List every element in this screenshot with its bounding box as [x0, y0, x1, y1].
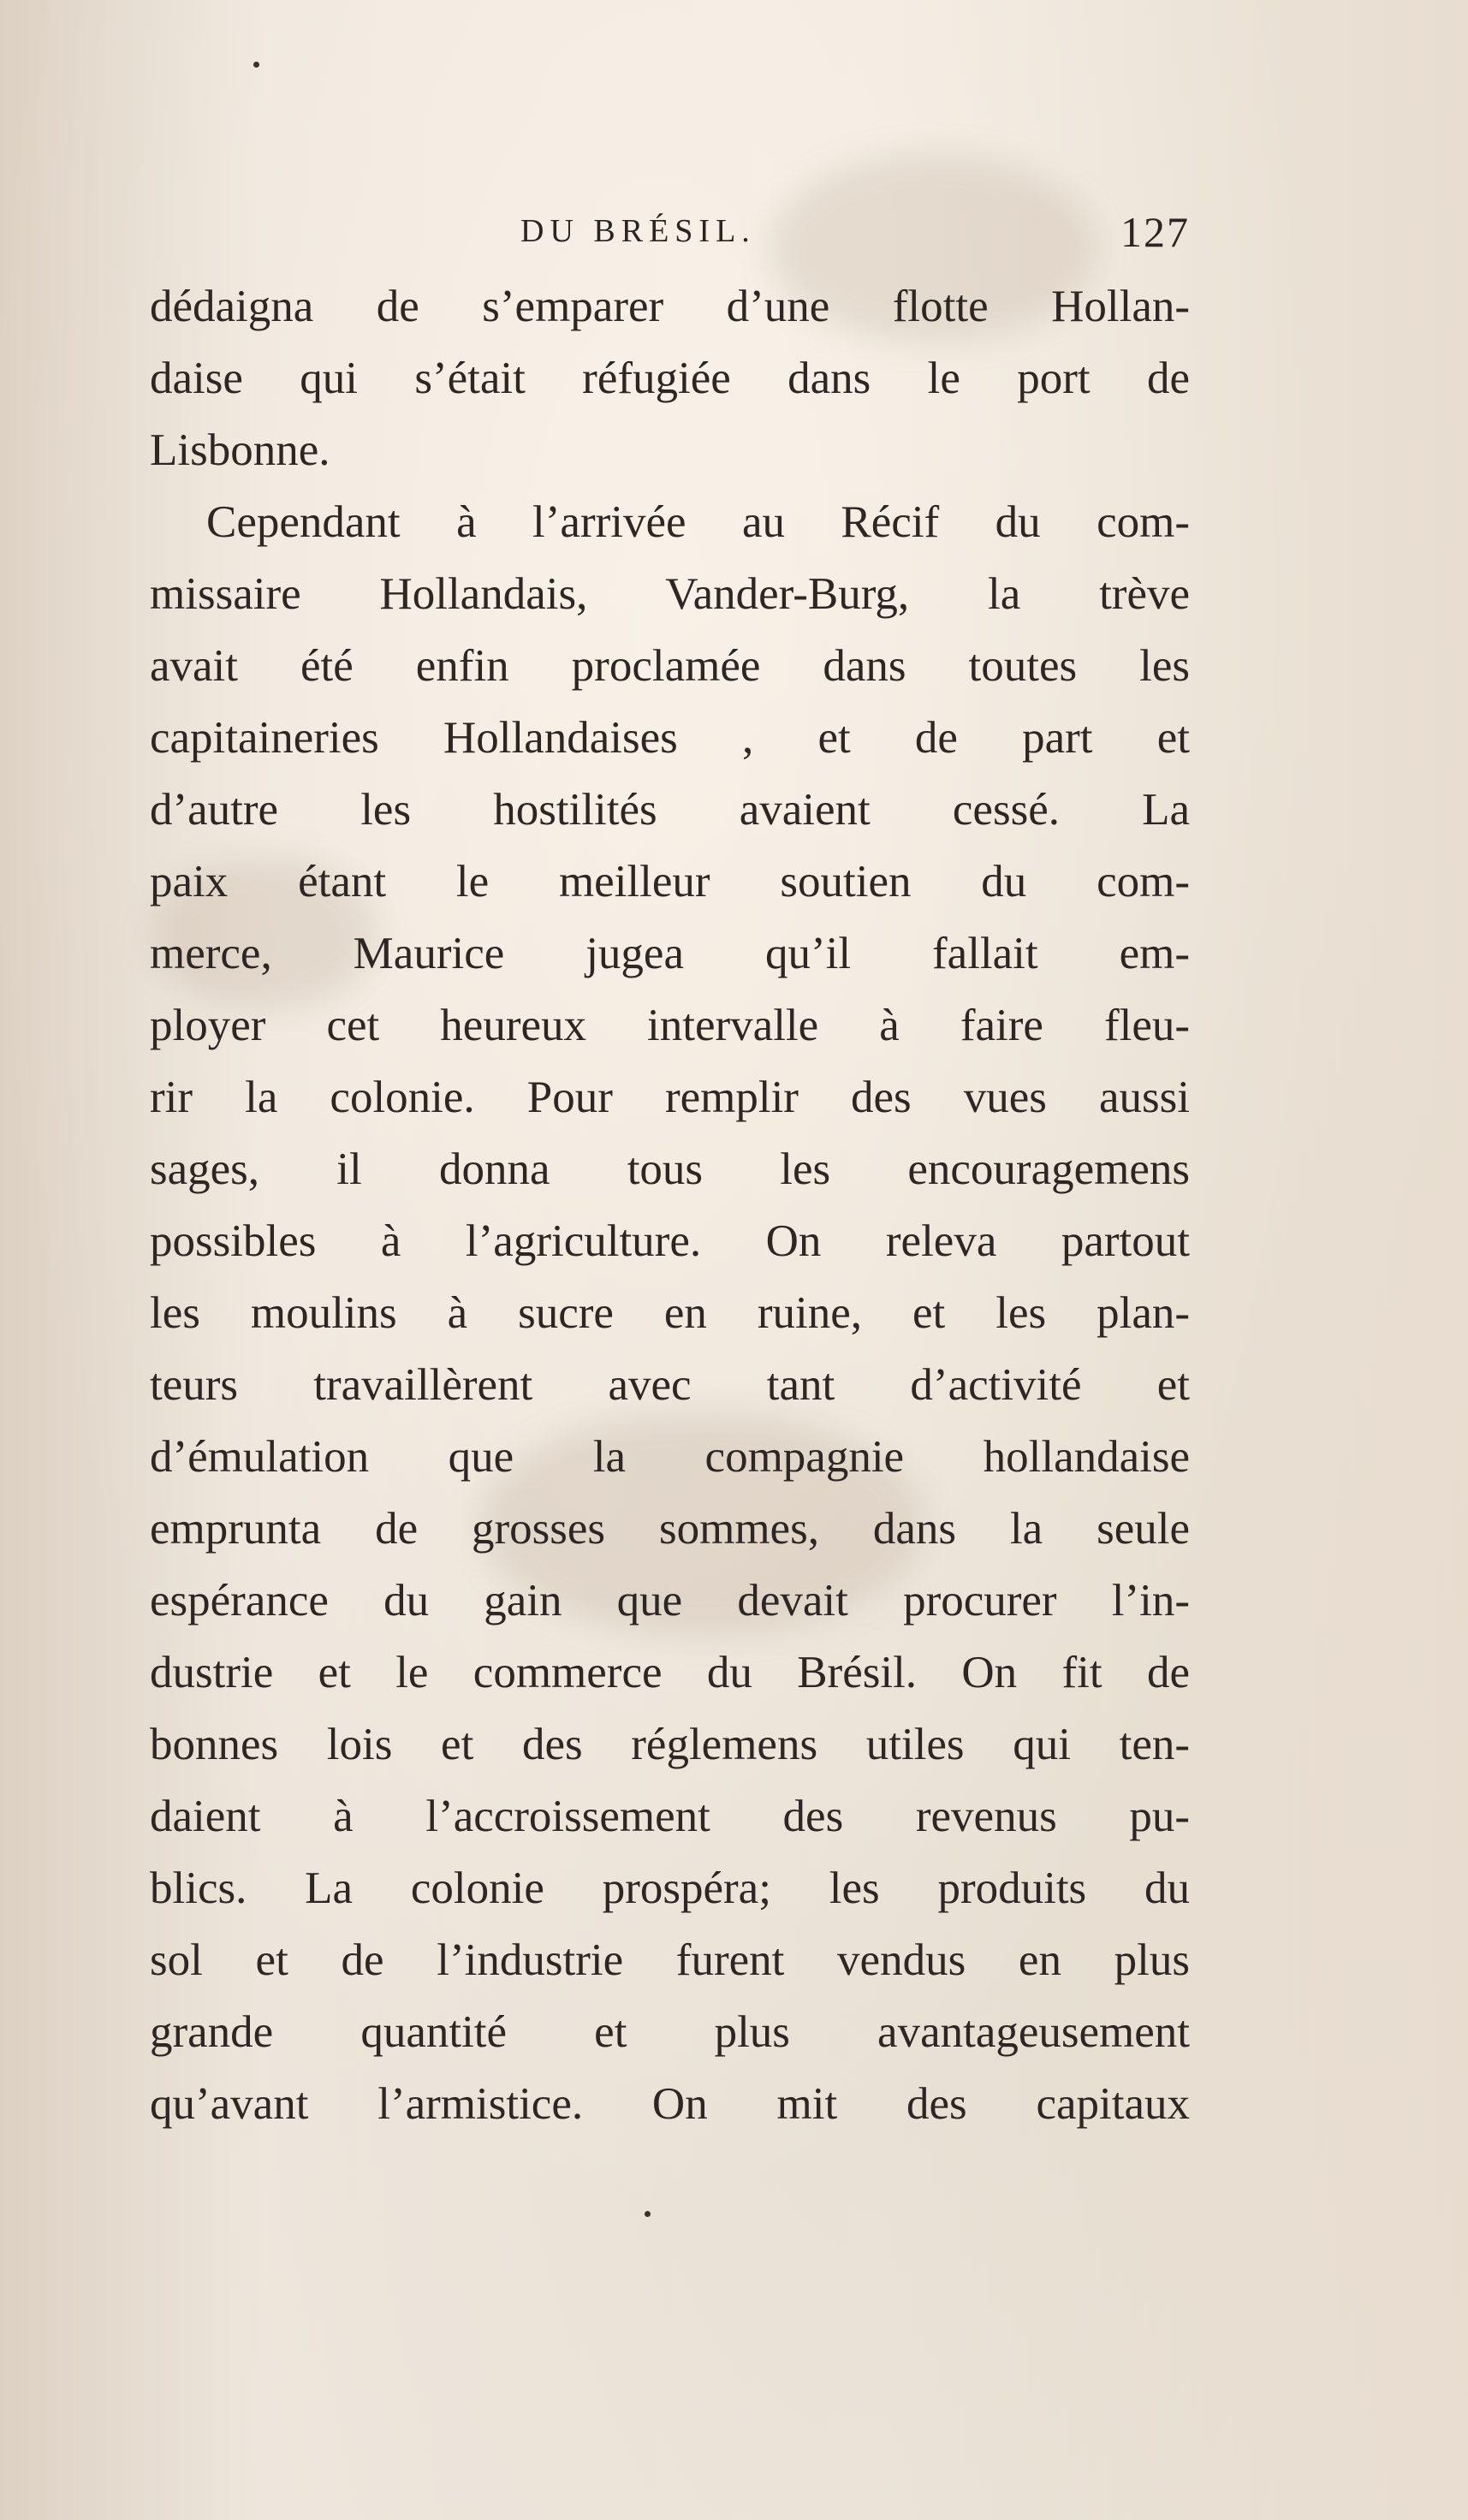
text-line: bonnes lois et des réglemens utiles qui ten- [150, 1720, 1190, 1769]
text-line: ployer cet heureux intervalle à faire fleu- [150, 1001, 1190, 1050]
text-line: rir la colonie. Pour remplir des vues aussi [150, 1073, 1190, 1122]
text-line: blics. La colonie prospéra; les produits du [150, 1863, 1190, 1913]
text-line: possibles à l’agriculture. On releva partout [150, 1216, 1190, 1266]
text-line: Lisbonne. [150, 425, 330, 475]
text-line: daise qui s’était réfugiée dans le port de [150, 354, 1190, 403]
text-line: capitaineries Hollandaises , et de part et [150, 713, 1190, 763]
text-line: dustrie et le commerce du Brésil. On fit de [150, 1648, 1190, 1697]
paragraph-first-line: Cependant à l’arrivée au Récif du com- [206, 497, 1190, 547]
text-line: dédaigna de s’emparer d’une flotte Hollan- [150, 282, 1190, 331]
text-line: emprunta de grosses sommes, dans la seule [150, 1504, 1190, 1554]
text-line: sol et de l’industrie furent vendus en plus [150, 1935, 1190, 1985]
text-line: paix étant le meilleur soutien du com- [150, 857, 1190, 906]
text-line: d’émulation que la compagnie hollandaise [150, 1432, 1190, 1482]
text-line: sages, il donna tous les encouragemens [150, 1144, 1190, 1194]
page-header [152, 207, 1190, 259]
text-line: grande quantité et plus avantageusement [150, 2007, 1190, 2057]
text-line: avait été enfin proclamée dans toutes les [150, 641, 1190, 691]
text-line: espérance du gain que devait procurer l’in- [150, 1576, 1190, 1626]
page-number: 127 [1120, 208, 1190, 256]
text-line: merce, Maurice jugea qu’il fallait em- [150, 929, 1190, 978]
text-line: daient à l’accroissement des revenus pu- [150, 1792, 1190, 1841]
text-line: d’autre les hostilités avaient cessé. La [150, 785, 1190, 835]
text-line: les moulins à sucre en ruine, et les plan- [150, 1288, 1190, 1338]
body-text [150, 270, 1190, 2140]
text-line: qu’avant l’armistice. On mit des capitaux [150, 2079, 1190, 2129]
running-head: DU BRÉSIL. [520, 213, 756, 249]
text-line: teurs travaillèrent avec tant d’activité et [150, 1360, 1190, 1410]
ink-speck [645, 2211, 651, 2217]
text-line: missaire Hollandais, Vander-Burg, la trève [150, 569, 1190, 619]
ink-speck [253, 62, 259, 68]
